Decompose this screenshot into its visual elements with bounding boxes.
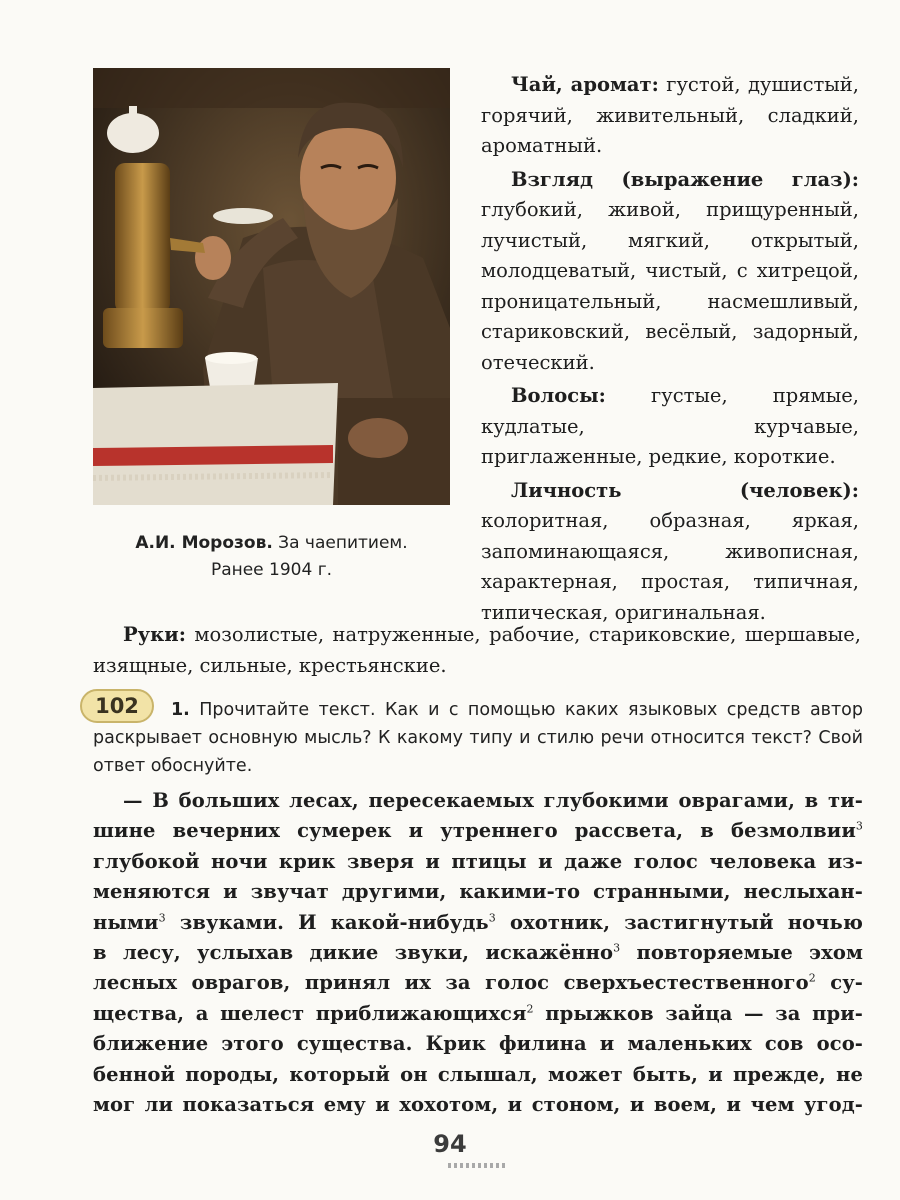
story-line: шине вечерних сумерек и утреннего рассвета, в безмолвии$^3$ xyxy=(93,819,863,843)
vocab-entry xyxy=(481,70,859,162)
vocab-text: мозолистые, натруженные, рабочие, стариковские, шершавые, изящные, сильные, крестьянские. xyxy=(93,623,861,677)
painting-image xyxy=(93,68,450,505)
task-text: Прочитайте текст. Как и с помощью каких языковых средств автор раскрывает основную мысль? К какому типу и стилю речи относится текст? Свой ответ обоснуйте. xyxy=(93,700,863,776)
page-number: 94 xyxy=(433,1130,467,1158)
footnote-mark: 3 xyxy=(158,911,166,925)
story-line: ближение этого существа. Крик филина и маленьких сов осо- xyxy=(93,1032,863,1056)
vocab-text: густой, душистый, горячий, живительный, сладкий, ароматный. xyxy=(481,73,859,157)
vocab-entry xyxy=(481,476,859,629)
vocab-term: Руки: xyxy=(123,623,186,646)
story-line: глубокой ночи крик зверя и птицы и даже голос человека из- xyxy=(93,849,863,873)
caption-title: За чаепитием. xyxy=(272,533,408,553)
exercise-story-text xyxy=(93,786,863,1120)
footnote-mark: 3 xyxy=(613,941,621,955)
vocab-term: Взгляд (выражение глаз): xyxy=(511,167,859,191)
footnote-mark: 3 xyxy=(855,819,863,833)
footnote-mark: 2 xyxy=(808,971,816,985)
story-line: меняются и звучат другими, какими-то странными, неслыхан- xyxy=(93,880,863,904)
vocab-text: колоритная, образная, яркая, запоминающаяся, живописная, характерная, простая, типичная, типическая, оригинальная. xyxy=(481,509,859,624)
vocabulary-list xyxy=(481,70,859,631)
task-number: 1. xyxy=(171,700,190,720)
painting-caption xyxy=(93,530,450,584)
vocab-entry xyxy=(481,165,859,379)
vocab-term: Волосы: xyxy=(511,384,606,407)
vocab-term: Чай, аромат: xyxy=(511,73,659,96)
exercise-task xyxy=(93,696,863,780)
story-line: в лесу, услыхав дикие звуки, искажённо$^3$ повторяемые эхом xyxy=(93,941,864,965)
story-line: мог ли показаться ему и хохотом, и стоном, и воем, и чем угод- xyxy=(93,1093,863,1117)
story-line: — В больших лесах, пересекаемых глубокими оврагами, в ти- xyxy=(123,789,863,812)
vocab-text: густые, прямые, кудлатые, курчавые, приглаженные, редкие, короткие. xyxy=(481,384,859,468)
caption-author: А.И. Морозов. xyxy=(135,533,273,553)
caption-date: Ранее 1904 г. xyxy=(210,560,333,580)
vocab-term: Личность (человек): xyxy=(511,478,859,502)
footnote-mark: 3 xyxy=(488,911,496,925)
story-line: лесных оврагов, принял их за голос сверхъестественного$^2$ су- xyxy=(93,971,863,995)
exercise-number-badge: 102 xyxy=(80,689,154,723)
vocab-entry-hands xyxy=(93,620,861,681)
page-number-underline xyxy=(448,1163,508,1168)
story-line: ными$^3$ звуками. И какой-нибудь$^3$ охотник, застигнутый ночью xyxy=(93,910,863,934)
footnote-mark: 2 xyxy=(526,1002,534,1016)
vocab-text: глубокий, живой, прищуренный, лучистый, мягкий, открытый, молодцеватый, чистый, с хитрецой, проницательный, насмешливый, стариковский, весёлый, задорный, отеческий. xyxy=(481,198,859,374)
vocab-entry xyxy=(481,381,859,473)
story-line: бенной породы, который он слышал, может быть, и прежде, не xyxy=(93,1062,863,1086)
tea-drinking-painting xyxy=(93,68,450,505)
story-line: щества, а шелест приближающихся$^2$ прыжков зайца — за при- xyxy=(93,1001,863,1025)
